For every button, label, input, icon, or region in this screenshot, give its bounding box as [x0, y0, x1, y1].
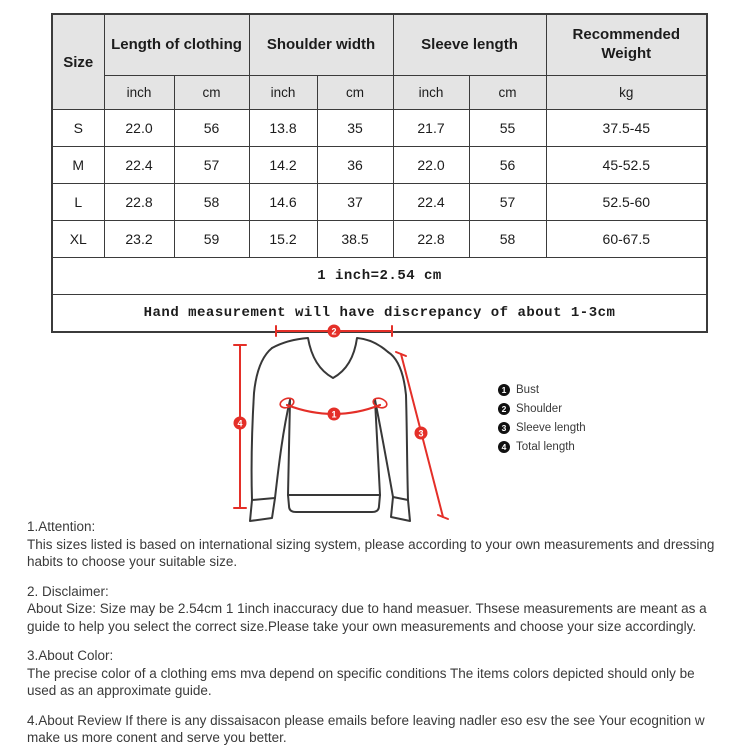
bust-marker-number: 1 — [331, 409, 337, 420]
table-cell: 36 — [317, 147, 393, 184]
sweater-outline — [250, 338, 410, 521]
note-body: About Size: Size may be 2.54cm 1 1inch inaccuracy due to hand measuer. Thsese measurements are meant as a guide to help you select the correct size.Please take your own measurements and choose your size accordingly. — [27, 601, 718, 634]
legend-bullet-3: 3 — [498, 422, 510, 434]
legend-bullet-1: 1 — [498, 384, 510, 396]
unit-cm: cm — [174, 76, 249, 110]
table-cell: 37.5-45 — [546, 110, 707, 147]
unit-inch: inch — [393, 76, 469, 110]
size-cell: S — [52, 110, 104, 147]
size-cell: XL — [52, 221, 104, 258]
table-cell: 37 — [317, 184, 393, 221]
table-cell: 35 — [317, 110, 393, 147]
shoulder-marker-number: 2 — [331, 326, 337, 337]
size-table — [51, 13, 708, 333]
table-cell: 56 — [174, 110, 249, 147]
table-cell: 57 — [174, 147, 249, 184]
legend-item-shoulder — [498, 399, 586, 418]
unit-cm: cm — [317, 76, 393, 110]
table-cell: 60-67.5 — [546, 221, 707, 258]
unit-kg: kg — [546, 76, 707, 110]
footnote-row — [52, 258, 707, 295]
table-cell: 22.8 — [393, 221, 469, 258]
table-cell: 22.0 — [393, 147, 469, 184]
legend-label: Sleeve length — [516, 421, 586, 434]
size-cell: L — [52, 184, 104, 221]
hand-measurement-note: Hand measurement will have discrepancy of about 1-3cm — [52, 295, 707, 333]
table-row-xl — [52, 221, 707, 258]
note-attention — [27, 518, 734, 571]
note-about-review — [27, 712, 734, 747]
table-cell: 22.8 — [104, 184, 174, 221]
legend-item-sleeve-length — [498, 418, 586, 437]
table-cell: 58 — [469, 221, 546, 258]
table-cell: 56 — [469, 147, 546, 184]
note-title: 1.Attention: — [27, 519, 96, 534]
measurement-markers — [234, 325, 428, 440]
header-shoulder-width: Shoulder width — [249, 14, 393, 76]
table-cell: 59 — [174, 221, 249, 258]
legend-bullet-4: 4 — [498, 441, 510, 453]
note-body: The precise color of a clothing ems mva depend on specific conditions The items colors depicted should only be used as an approximate guide. — [27, 665, 706, 698]
unit-cm: cm — [469, 76, 546, 110]
legend-bullet-2: 2 — [498, 403, 510, 415]
table-cell: 21.7 — [393, 110, 469, 147]
total-length-marker-number: 4 — [237, 418, 243, 429]
header-recommended-weight: Recommended Weight — [546, 14, 707, 76]
table-cell: 58 — [174, 184, 249, 221]
table-row-s — [52, 110, 707, 147]
unit-inch: inch — [249, 76, 317, 110]
table-cell: 55 — [469, 110, 546, 147]
legend-item-bust — [498, 380, 586, 399]
note-disclaimer — [27, 583, 734, 636]
table-cell: 45-52.5 — [546, 147, 707, 184]
table-cell: 38.5 — [317, 221, 393, 258]
table-cell: 23.2 — [104, 221, 174, 258]
header-length-of-clothing: Length of clothing — [104, 14, 249, 76]
table-row-m — [52, 147, 707, 184]
sleeve-marker-number: 3 — [418, 428, 424, 439]
legend-label: Total length — [516, 440, 575, 453]
measurement-legend — [498, 380, 586, 456]
table-cell: 22.0 — [104, 110, 174, 147]
header-size: Size — [52, 14, 104, 110]
table-cell: 57 — [469, 184, 546, 221]
note-body: 4.About Review If there is any dissaisacon please emails before leaving nadler eso esv the see Your ecognition w make us more conent and serve you better. — [27, 712, 716, 745]
legend-item-total-length — [498, 437, 586, 456]
table-cell: 14.6 — [249, 184, 317, 221]
table-cell: 52.5-60 — [546, 184, 707, 221]
legend-label: Shoulder — [516, 402, 563, 415]
sweater-measurement-diagram — [215, 315, 505, 530]
size-cell: M — [52, 147, 104, 184]
notes-block — [27, 518, 734, 750]
table-cell: 13.8 — [249, 110, 317, 147]
note-body: This sizes listed is based on international sizing system, please according to your own measurements and dressing habits to choose your suitable size. — [27, 536, 726, 569]
table-cell: 22.4 — [104, 147, 174, 184]
note-about-color — [27, 647, 734, 700]
legend-label: Bust — [516, 383, 540, 396]
table-cell: 15.2 — [249, 221, 317, 258]
unit-inch: inch — [104, 76, 174, 110]
table-cell: 14.2 — [249, 147, 317, 184]
note-title: 2. Disclaimer: — [27, 583, 109, 599]
inch-conversion-note: 1 inch=2.54 cm — [52, 258, 707, 295]
note-title: 3.About Color: — [27, 648, 114, 663]
table-row-l — [52, 184, 707, 221]
header-sleeve-length: Sleeve length — [393, 14, 546, 76]
table-cell: 22.4 — [393, 184, 469, 221]
